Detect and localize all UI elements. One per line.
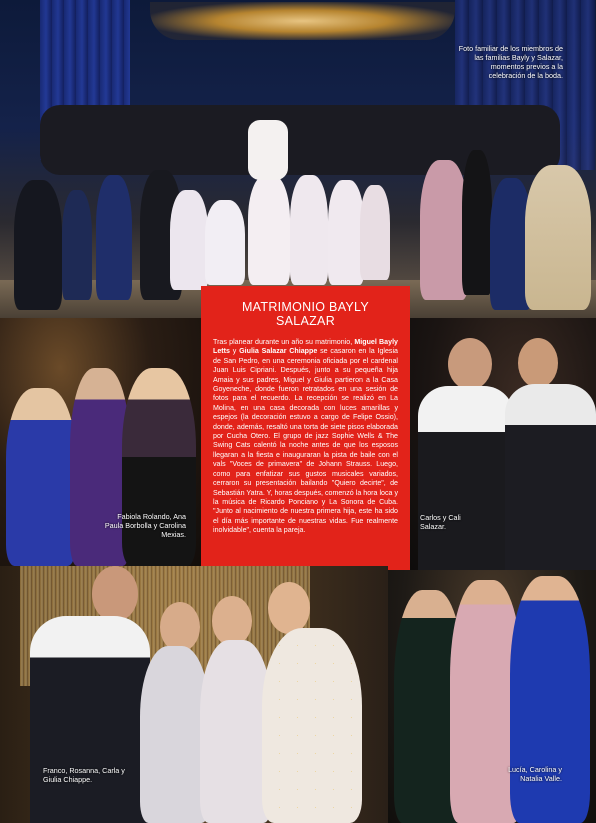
family-photo	[0, 0, 596, 318]
string-lights	[0, 318, 201, 368]
family-caption: Foto familiar de los miembros de las familias Bayly y Salazar, momentos previos a la celebración de la boda.	[458, 44, 563, 80]
woman-royal-blue-gown	[510, 576, 590, 823]
bride-name: Giulia Salazar Chiappe	[239, 347, 318, 356]
girl-white-4	[290, 175, 328, 285]
woman-black-dress	[462, 150, 492, 295]
girl-white-1	[170, 190, 208, 290]
older-man-head	[448, 338, 492, 390]
woman-gold-gown	[525, 165, 591, 310]
girl-white-3	[248, 175, 290, 285]
groom-name: Miguel Bayly Letts	[213, 338, 398, 356]
fabiola-photo	[0, 318, 201, 566]
carlos-caption: Carlos y Cali Salazar.	[420, 513, 461, 531]
body-part: Tras planear durante un año su matrimonio,	[213, 338, 355, 346]
carla-head	[212, 596, 252, 646]
younger-man-suit	[505, 384, 596, 570]
boy-1	[62, 190, 92, 300]
franco-caption: Franco, Rosanna, Carla y Giulia Chiappe.	[43, 766, 125, 784]
woman-pink-dress	[420, 160, 468, 300]
girl-white-2	[205, 200, 245, 285]
article-box	[201, 286, 410, 586]
article-body	[213, 338, 398, 536]
chandelier	[150, 2, 455, 40]
girl-white-6	[360, 185, 390, 280]
boy-2	[96, 175, 132, 300]
body-part: y	[229, 347, 240, 356]
woman-blue-dress	[6, 388, 76, 566]
body-part: se casaron en la Iglesia de San Pedro, en una ceremonia oficiada por el cardenal Juan Luis Cipriani. Después, junto a su pequeña hija Amaia y sus padres, Miguel y Giulia partieron a la Casa Goyeneche, donde fueron retratados en una sesión de fotos para el recuerdo. La recepción se realizó en La Molina, en una casa decorada con luces amarillas y espejos (la decoración estuvo a cargo de Felipe Ossio), donde, además, resaltó una torta de siete pisos elaborada por Cucha Otero. El grupo de jazz Sophie Wells & The Swing Cats calentó la noche antes de que los esposos llegaran a la fiesta e inauguraran la pista de baile con el vals "Voces de primavera" de Johann Strauss. Luego, como para enfatizar sus gustos musicales variados, cerraron su presentación bailando "Quiero decirte", de Sebastián Yatra. Y, horas después, comenzó la hora loca y la música de Ricardo Ponciano y La Sonora de Cuba. "Junto al nacimiento de nuestra primera hija, este ha sido el día más importante de nuestras vidas. Fue realmente inolvidable", cuenta la pareja.	[213, 347, 398, 535]
article-title: MATRIMONIO BAYLY SALAZAR	[241, 300, 370, 328]
franco-photo	[0, 566, 388, 823]
giulia-head	[268, 582, 310, 634]
franco-head	[92, 566, 138, 622]
bride-white	[248, 120, 288, 180]
man-left	[14, 180, 62, 310]
carlos-photo	[410, 318, 596, 570]
girl-white-5	[328, 180, 364, 285]
younger-man-head	[518, 338, 558, 388]
fabiola-caption: Fabiola Rolando, Ana Paula Borbolla y Carolina Mexias.	[104, 512, 186, 539]
older-man-suit	[418, 386, 514, 570]
giulia-gown	[262, 628, 362, 823]
lucia-caption: Lucía, Carolina y Natalia Valle.	[508, 765, 562, 783]
franco-suit	[30, 616, 150, 823]
lucia-photo	[388, 570, 596, 823]
rosanna-head	[160, 602, 200, 652]
